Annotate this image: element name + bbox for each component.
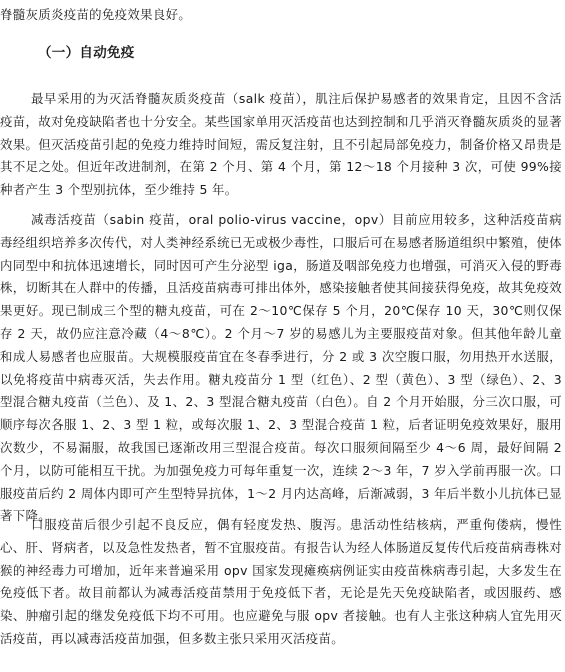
section-heading: （一）自动免疫 <box>38 45 135 61</box>
intro-line: 脊髓灰质炎疫苗的免疫效果良好。 <box>0 7 192 22</box>
paragraph-inactivated-vaccine: 最早采用的为灭活脊髓灰质炎疫苗（salk 疫苗），肌注后保护易感者的效果肯定，且因不含活疫苗，故对免疫缺陷者也十分安全。某些国家单用灭活疫苗也达到控制和几乎消灭脊髓灰质炎的显著效果。但灭活疫苗引起的免疫力维持时间短，需反复注射，且不引起局部免疫力，制备价格又昂贵是其不足之处。但近年改进制剂，在第 2 个月、第 4 个月，第 12～18 个月接种 3 次，可使 99%接种者产生 3 个型别抗体，至少维持 5 年。 <box>0 91 562 198</box>
paragraph-live-attenuated-vaccine: 减毒活疫苗（sabin 疫苗，oral polio-virus vaccine，opv）目前应用较多，这种活疫苗病毒经组织培养多次传代，对人类神经系统已无或极少毒性，口服后可在易感者肠道组织中繁殖，使体内同型中和抗体迅速增长，同时因可产生分泌型 iga，肠道及咽部免疫力也增强，可消灭入侵的野毒株，切断其在人群中的传播，且活疫苗病毒可排出体外，感染接触者使其间接获得免疫，故其免疫效果更好。现已制成三个型的糖丸疫苗，可在 2～10℃保存 5 个月，20℃保存 10 天，30℃则仅保存 2 天，故仍应注意冷藏（4～8℃）。2 个月～7 岁的易感儿为主要服疫苗对象。但其他年龄儿童和成人易感者也应服苗。大规模服疫苗宜在冬春季进行，分 2 或 3 次空腹口服，勿用热开水送服，以免将疫苗中病毒灭活，失去作用。糖丸疫苗分 1 型（红色）、2 型（黄色）、3 型（绿色）、2、3 型混合糖丸疫苗（兰色）、及 1、2、3 型混合糖丸疫苗（白色）。自 2 个月开始服，分三次口服，可顺序每次各服 1、2、3 型 1 粒，或每次服 1、2、3 型混合疫苗 1 粒，后者证明免疫效果好，服用次数少，不易漏服，故我国已逐渐改用三型混合疫苗。每次口服须间隔至少 4～6 周，最好间隔 2 个月，以防可能相互干扰。为加强免疫力可每年重复一次，连续 2～3 年，7 岁入学前再服一次。口服疫苗后约 2 周体内即可产生型特异抗体，1～2 月内达高峰，后渐减弱，3 年后半数小儿抗体已显著下降。 <box>0 212 562 524</box>
paragraph-adverse-reactions: 口服疫苗后很少引起不良反应，偶有轻度发热、腹泻。患活动性结核病，严重佝偻病，慢性心、肝、肾病者，以及急性发热者，暂不宜服疫苗。有报告认为经人体肠道反复传代后疫苗病毒株对猴的神经毒力可增加，近年来普遍采用 opv 国家发现瘫痪病例证实由疫苗株病毒引起，大多发生在免疫低下者。故目前都认为减毒活疫苗禁用于免疫低下者，无论是先天免疫缺陷者，或因服药、感染、肿瘤引起的继发免疫低下均不可用。也应避免与服 opv 者接触。也有人主张这种病人宜先用灭活疫苗，再以减毒活疫苗加强，但多数主张只采用灭活疫苗。 <box>0 517 562 646</box>
